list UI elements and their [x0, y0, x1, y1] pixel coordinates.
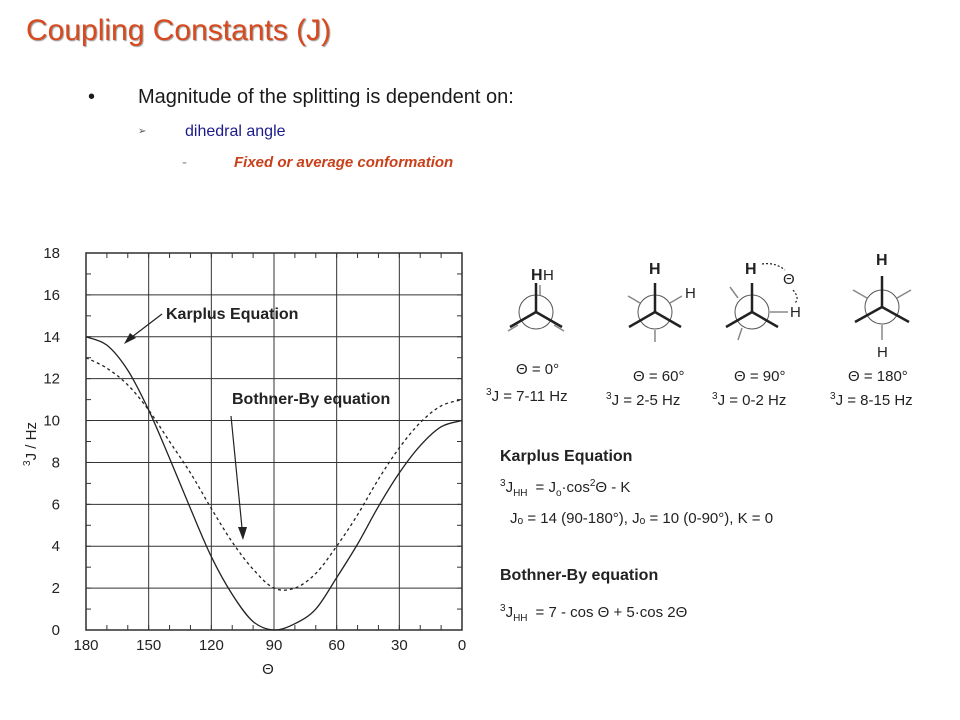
newman-0-label-h2: H — [543, 267, 554, 284]
newman-180-theta: Θ = 180° — [848, 368, 908, 385]
arrow-bullet-icon: ➢ — [138, 126, 147, 137]
bothner-eq-formula: $^3J_{HH} = 7 - \cos \Theta + 5\cdot\cos$ 2Θ — [500, 603, 688, 624]
newman-0-label-h1: H — [531, 267, 543, 284]
x-tick-label-0: 0 — [457, 637, 467, 654]
bothner-arrowhead-icon — [238, 527, 247, 540]
newman-180-j: $^3$J = 8-15 Hz — [830, 391, 913, 409]
y-tick-label-12: 12 — [43, 370, 60, 388]
bullet-level2-text: dihedral angle — [185, 123, 286, 140]
karplus-eq-title: Karplus Equation — [500, 448, 633, 465]
newman-0deg — [486, 267, 568, 405]
y-tick-label-2: 2 — [51, 580, 60, 598]
bothner-arrow — [231, 416, 242, 528]
bullet-dot-icon: • — [88, 86, 96, 108]
karplus-eq-params: Jₒ = 14 (90-180°), Jₒ = 10 (0-90°), K = 0 — [510, 510, 774, 527]
y-tick-label-0: 0 — [51, 622, 60, 639]
karplus-eq-formula: $^3J_{HH} = J_o\cdot\cos^2\Theta - K$ — [500, 478, 631, 499]
bullet-level3-text: Fixed or average conformation — [234, 154, 454, 171]
newman-90-arc-theta: Θ — [783, 271, 795, 288]
x-axis-label: Θ — [262, 661, 274, 678]
newman-60-label-h2: H — [685, 285, 696, 302]
newman-180-label-h2: H — [877, 344, 888, 361]
newman-0-j: $^3$J = 7-11 Hz — [486, 387, 568, 405]
newman-0-theta: Θ = 0° — [516, 361, 560, 378]
y-tick-label-4: 4 — [51, 538, 60, 556]
y-axis-label-sup: 3 — [22, 460, 33, 466]
newman-60-j: $^3$J = 2-5 Hz — [606, 391, 681, 409]
x-tick-label-150: 150 — [136, 637, 162, 654]
bullet-level1-text: Magnitude of the splitting is dependent on: — [138, 86, 514, 108]
newman-60-label-h1: H — [649, 261, 661, 278]
y-tick-label-18: 18 — [43, 245, 60, 262]
y-tick-label-16: 16 — [43, 286, 60, 304]
x-tick-label-60: 60 — [328, 637, 346, 654]
newman-180-label-h1: H — [876, 252, 888, 269]
newman-90-label-h2: H — [790, 304, 801, 321]
x-tick-label-30: 30 — [390, 637, 408, 654]
y-axis-label — [22, 422, 40, 466]
newman-180deg — [830, 252, 913, 409]
x-tick-label-90: 90 — [265, 637, 283, 654]
y-axis-label-text: J / Hz — [23, 422, 40, 461]
x-tick-label-120: 120 — [198, 637, 224, 654]
newman-90-j: $^3$J = 0-2 Hz — [712, 391, 787, 409]
newman-60deg — [606, 261, 696, 409]
newman-90-label-h1: H — [745, 261, 757, 278]
karplus-annotation: Karplus Equation — [166, 306, 299, 323]
svg-text:3J / Hz — [22, 422, 40, 466]
newman-60-theta: Θ = 60° — [633, 368, 685, 385]
dash-bullet-icon: - — [182, 154, 187, 171]
y-tick-label-8: 8 — [51, 454, 60, 472]
bothner-eq-title: Bothner-By equation — [500, 567, 659, 584]
y-tick-label-6: 6 — [51, 496, 60, 514]
newman-90deg — [712, 261, 801, 409]
x-tick-label-180: 180 — [73, 637, 99, 654]
slide-title: Coupling Constants (J) — [26, 14, 332, 47]
y-tick-label-10: 10 — [43, 412, 60, 430]
y-tick-label-14: 14 — [43, 328, 60, 346]
newman-90-theta: Θ = 90° — [734, 368, 786, 385]
bothner-annotation: Bothner-By equation — [232, 391, 391, 408]
